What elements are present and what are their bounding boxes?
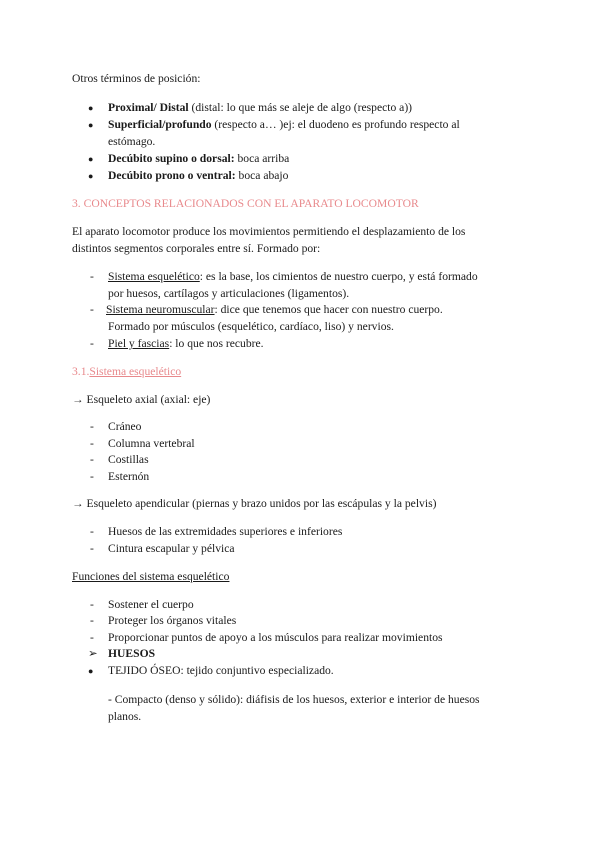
dash-marker: -: [90, 303, 94, 316]
dash-marker: -: [90, 542, 94, 555]
dash-marker: -: [90, 614, 94, 627]
funcion-item: Proteger los órganos vitales: [108, 614, 237, 627]
axial-item: Esternón: [108, 470, 150, 483]
compacto-line-1: - Compacto (denso y sólido): diáfisis de los huesos, exterior e interior de huesos: [108, 693, 480, 706]
dash-marker: -: [90, 437, 94, 450]
section31-heading: 3.1.Sistema esquelético: [72, 365, 182, 378]
axial-title: → Esqueleto axial (axial: eje): [72, 393, 211, 406]
item-sistema-esqueletico: Sistema esquelético: es la base, los cimientos de nuestro cuerpo, y está formado: [108, 270, 478, 283]
dash-marker: -: [90, 525, 94, 538]
item-piel-fascias: Piel y fascias: lo que nos recubre.: [108, 337, 264, 350]
item-sistema-neuromuscular: Sistema neuromuscular: dice que tenemos que hacer con nuestro cuerpo.: [106, 303, 443, 316]
item-sistema-neuromuscular-cont: Formado por músculos (esquelético, cardíaco, liso) y nervios.: [108, 320, 394, 333]
item-sistema-esqueletico-cont: por huesos, cartílagos y articulaciones (ligamentos).: [108, 287, 350, 300]
apendicular-item: Cintura escapular y pélvica: [108, 542, 235, 555]
term-proximal-distal: Proximal/ Distal (distal: lo que más se aleje de algo (respecto a)): [108, 101, 413, 114]
dash-marker: -: [90, 598, 94, 611]
bullet-icon: ●: [88, 666, 94, 676]
dash-marker: -: [90, 420, 94, 433]
bullet-icon: ●: [88, 103, 94, 113]
section3-para-1: El aparato locomotor produce los movimientos permitiendo el desplazamiento de los: [72, 225, 466, 238]
arrow-right-icon: →: [72, 393, 84, 406]
dash-marker: -: [90, 453, 94, 466]
bullet-icon: ●: [88, 171, 94, 181]
apendicular-title: → Esqueleto apendicular (piernas y brazo unidos por las escápulas y la pelvis): [72, 497, 437, 510]
dash-marker: -: [90, 470, 94, 483]
arrow-right-icon: →: [72, 497, 84, 510]
axial-item: Cráneo: [108, 420, 142, 433]
term-supino: Decúbito supino o dorsal: boca arriba: [108, 152, 290, 165]
funcion-item: Proporcionar puntos de apoyo a los músculos para realizar movimientos: [108, 631, 443, 644]
term-superficial-profundo: Superficial/profundo (respecto a… )ej: el duodeno es profundo respecto al: [108, 118, 460, 131]
apendicular-item: Huesos de las extremidades superiores e inferiores: [108, 525, 343, 538]
arrowhead-bullet-icon: ➢: [88, 647, 98, 660]
term-superficial-cont: estómago.: [108, 135, 156, 148]
section3-para-2: distintos segmentos corporales entre sí. Formado por:: [72, 242, 321, 255]
dash-marker: -: [90, 270, 94, 283]
tejido-oseo: TEJIDO ÓSEO: tejido conjuntivo especializado.: [108, 664, 334, 677]
dash-marker: -: [90, 337, 94, 350]
term-prono: Decúbito prono o ventral: boca abajo: [108, 169, 289, 182]
funcion-item: Sostener el cuerpo: [108, 598, 194, 611]
dash-marker: -: [90, 631, 94, 644]
compacto-line-2: planos.: [108, 710, 142, 723]
axial-item: Columna vertebral: [108, 437, 195, 450]
section3-heading: 3. CONCEPTOS RELACIONADOS CON EL APARATO LOCOMOTOR: [72, 197, 419, 210]
intro-text: Otros términos de posición:: [72, 72, 201, 85]
bullet-icon: ●: [88, 154, 94, 164]
bullet-icon: ●: [88, 120, 94, 130]
huesos-heading: HUESOS: [108, 647, 156, 660]
funciones-title: Funciones del sistema esquelético: [72, 570, 230, 583]
axial-item: Costillas: [108, 453, 149, 466]
